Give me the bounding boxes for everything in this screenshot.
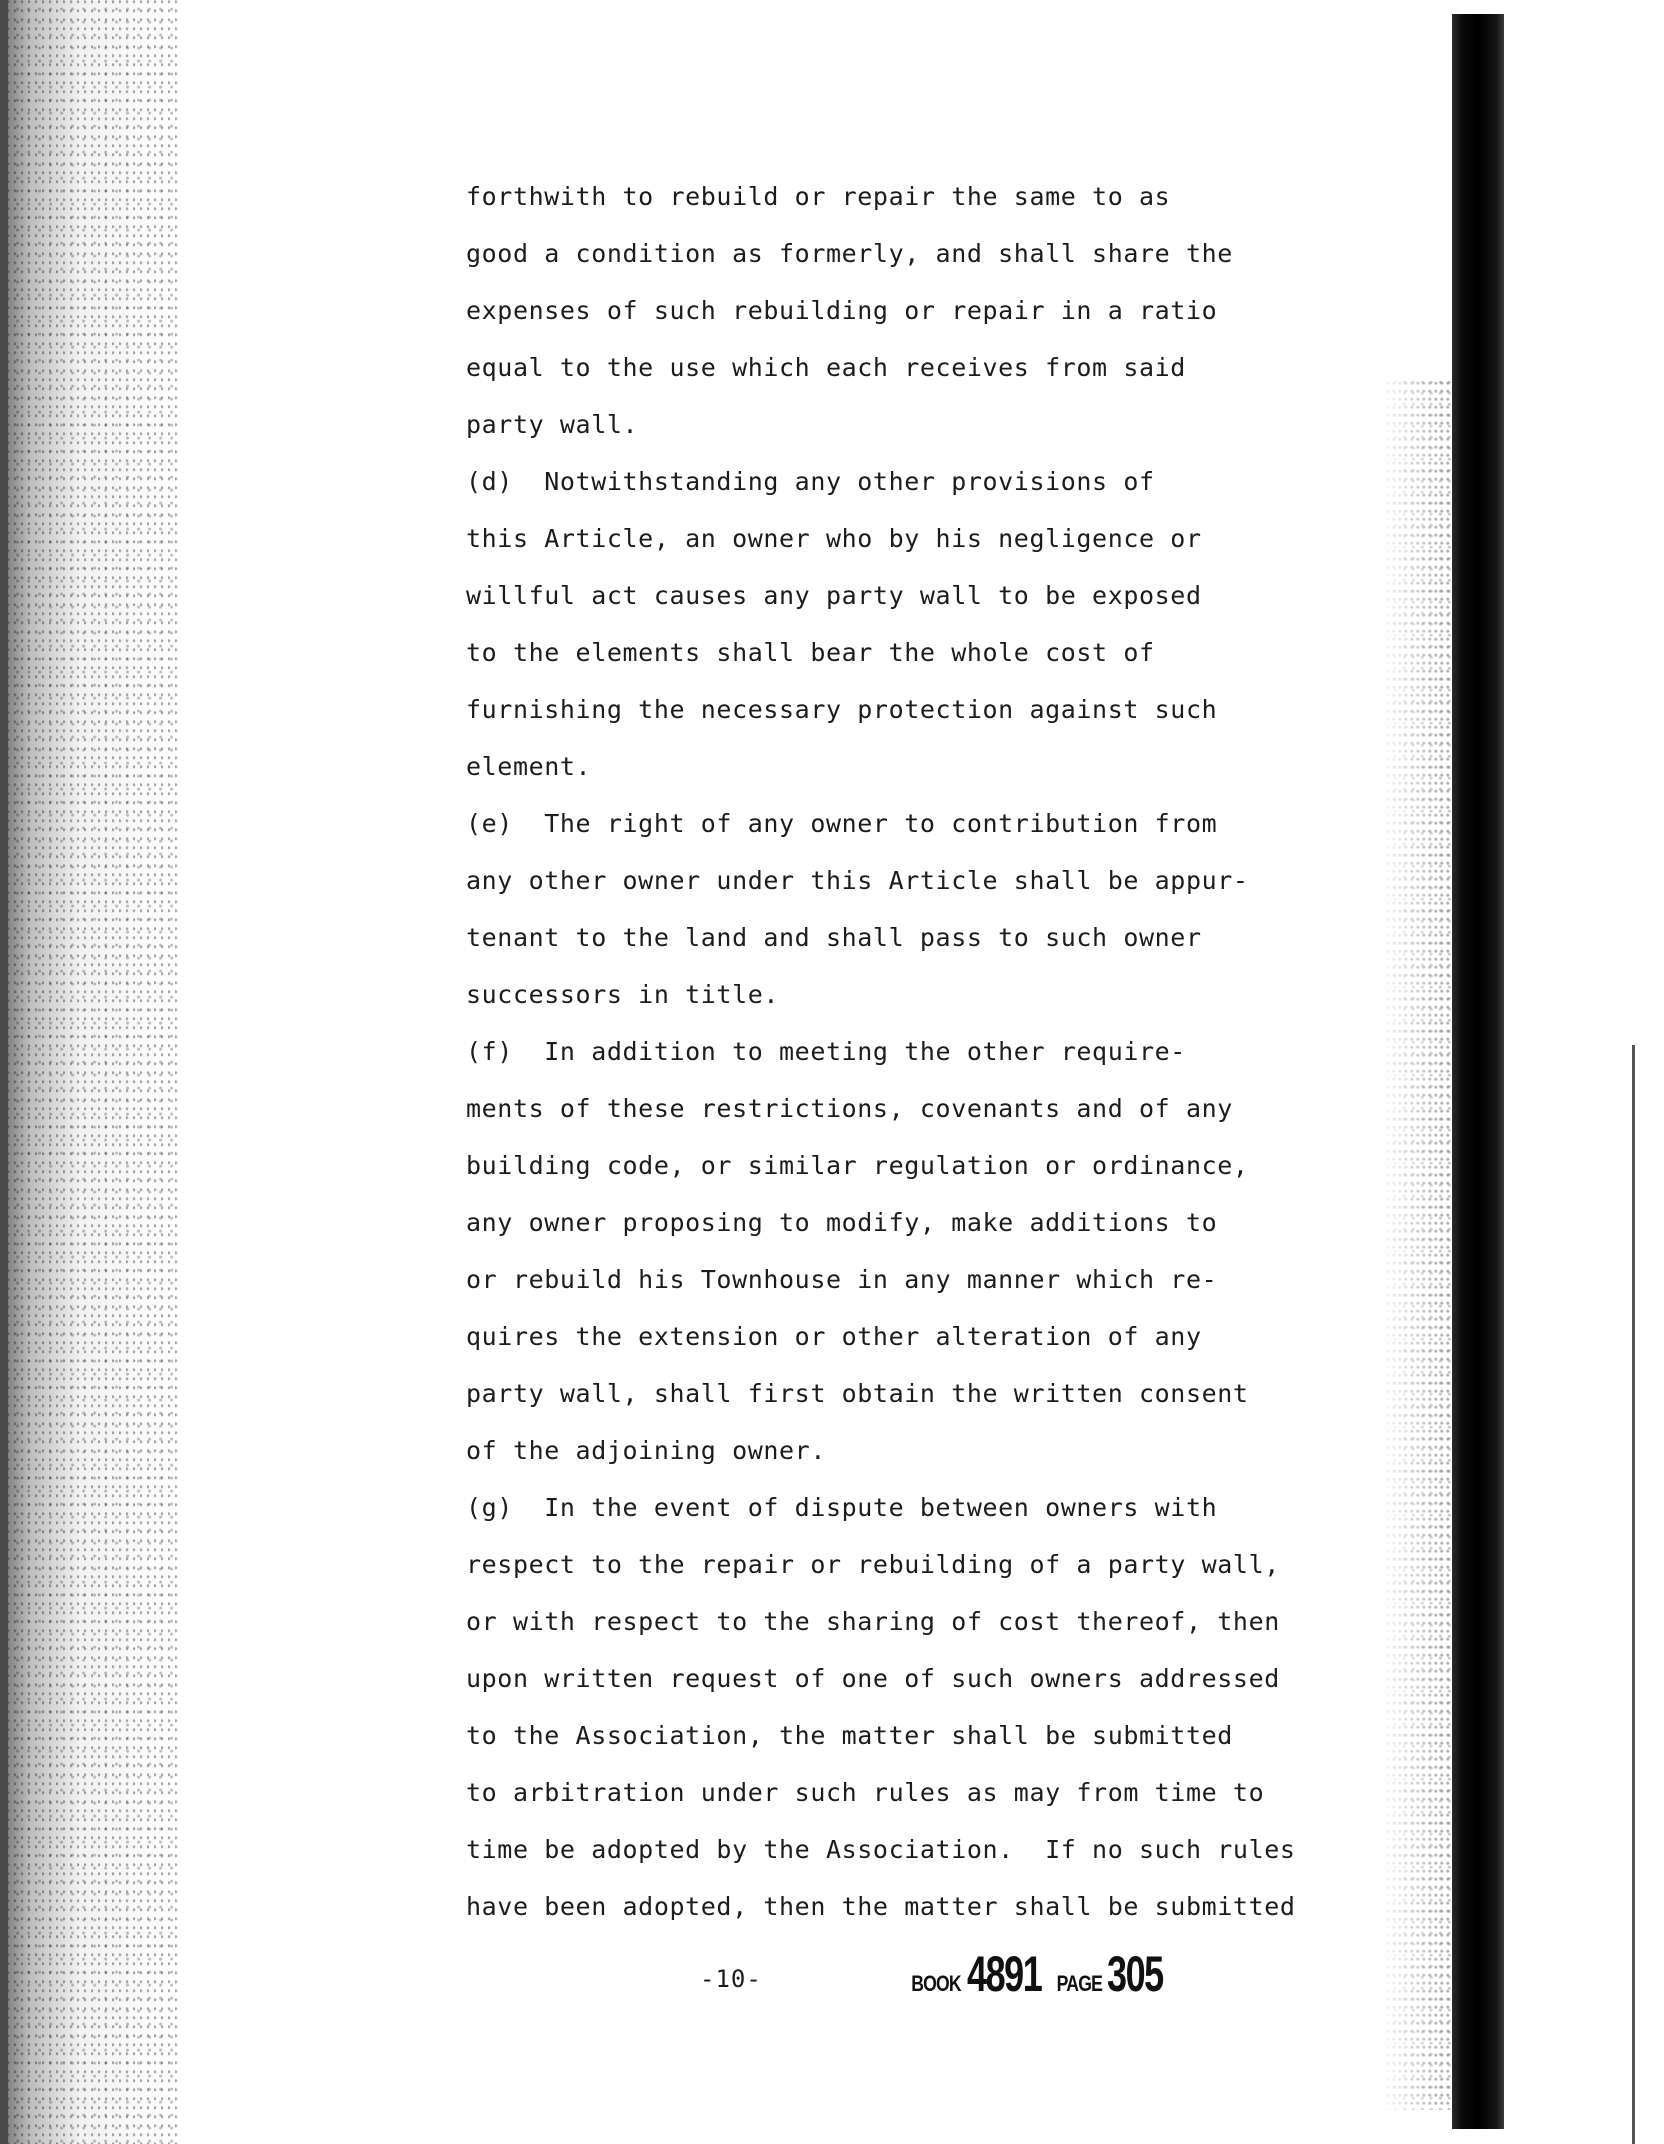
book-label: BOOK xyxy=(911,1971,961,1996)
book-page-stamp xyxy=(905,1945,1185,2003)
text-line: quires the extension or other alteration of any xyxy=(466,1322,1202,1351)
page-number: -10- xyxy=(700,1965,762,1993)
text-line: of the adjoining owner. xyxy=(466,1436,826,1465)
text-line: any other owner under this Article shall be appur- xyxy=(466,866,1249,895)
text-line: or with respect to the sharing of cost thereof, then xyxy=(466,1607,1280,1636)
text-line: furnishing the necessary protection against such xyxy=(466,695,1218,724)
text-line: time be adopted by the Association. If no such rules xyxy=(466,1835,1296,1864)
text-line: element. xyxy=(466,752,592,781)
text-line: or rebuild his Townhouse in any manner which re- xyxy=(466,1265,1218,1294)
text-line: have been adopted, then the matter shall be submitted xyxy=(466,1892,1296,1921)
page-label: PAGE xyxy=(1056,1971,1102,1996)
text-line: tenant to the land and shall pass to such owner xyxy=(466,923,1202,952)
text-line: (f) In addition to meeting the other require- xyxy=(466,1037,1186,1066)
text-line: to the Association, the matter shall be submitted xyxy=(466,1721,1233,1750)
document-body xyxy=(466,168,1386,1935)
text-line: (d) Notwithstanding any other provisions of xyxy=(466,467,1155,496)
text-line: this Article, an owner who by his negligence or xyxy=(466,524,1202,553)
text-line: expenses of such rebuilding or repair in a ratio xyxy=(466,296,1218,325)
page-reference: 305 xyxy=(1107,1946,1164,2002)
scan-bar-right xyxy=(1452,14,1504,2129)
text-line: forthwith to rebuild or repair the same to as xyxy=(466,182,1171,211)
text-line: willful act causes any party wall to be exposed xyxy=(466,581,1202,610)
scan-speckle-right xyxy=(1380,380,1454,2110)
text-line: (e) The right of any owner to contribution from xyxy=(466,809,1218,838)
text-line: to the elements shall bear the whole cost of xyxy=(466,638,1155,667)
text-line: building code, or similar regulation or ordinance, xyxy=(466,1151,1249,1180)
text-line: successors in title. xyxy=(466,980,780,1009)
text-line: ments of these restrictions, covenants and of any xyxy=(466,1094,1233,1123)
text-line: any owner proposing to modify, make additions to xyxy=(466,1208,1218,1237)
text-line: good a condition as formerly, and shall share the xyxy=(466,239,1233,268)
scan-line-right xyxy=(1632,1045,1635,2144)
text-line: equal to the use which each receives from said xyxy=(466,353,1186,382)
book-number: 4891 xyxy=(967,1946,1042,2002)
text-line: party wall, shall first obtain the written consent xyxy=(466,1379,1249,1408)
text-line: to arbitration under such rules as may from time to xyxy=(466,1778,1265,1807)
text-line: party wall. xyxy=(466,410,639,439)
text-line: respect to the repair or rebuilding of a party wall, xyxy=(466,1550,1280,1579)
text-line: upon written request of one of such owners addressed xyxy=(466,1664,1280,1693)
scan-edge-left xyxy=(0,0,180,2144)
text-line: (g) In the event of dispute between owners with xyxy=(466,1493,1218,1522)
